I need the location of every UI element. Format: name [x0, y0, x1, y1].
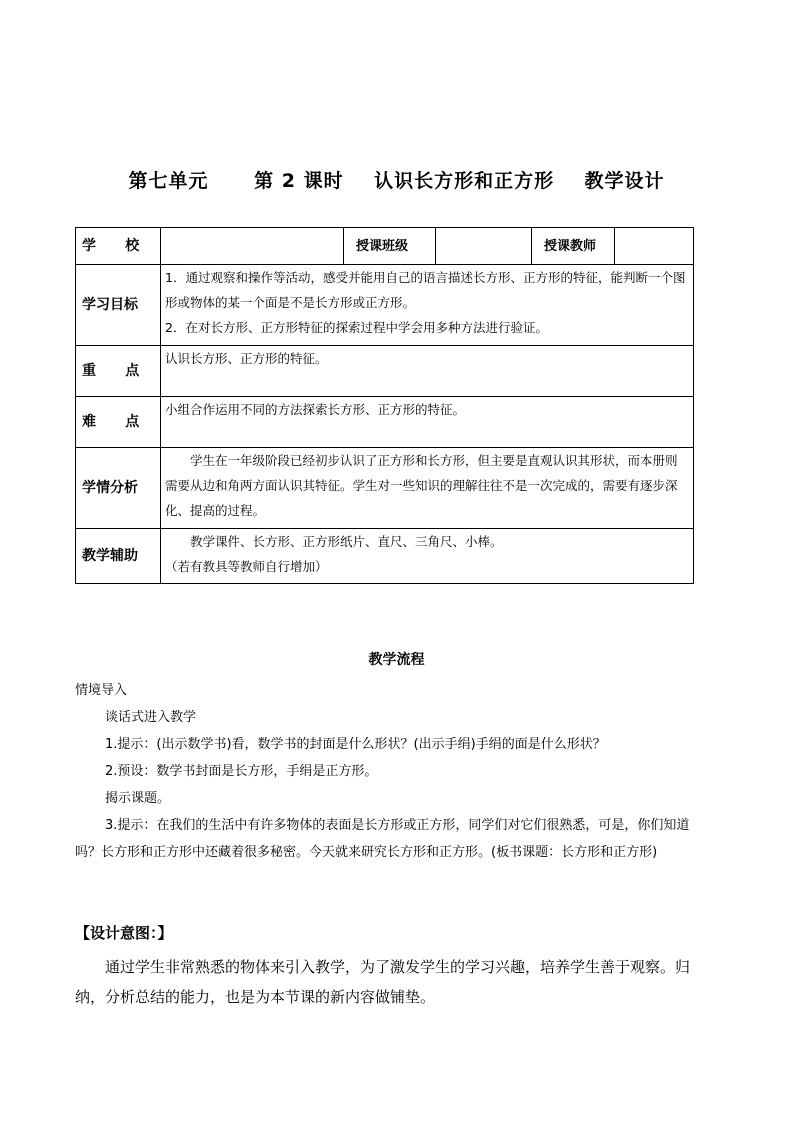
key-point-value: 认识长方形、正方形的特征。: [161, 346, 694, 397]
teacher-label: 授课教师: [532, 228, 615, 265]
table-row: [76, 529, 694, 584]
page-title: 第七单元 第 2 课时 认识长方形和正方形 教学设计: [128, 170, 665, 192]
aid-value-1: 教学课件、长方形、正方形纸片、直尺、三角尺、小棒。: [190, 534, 503, 549]
design-text: 通过学生非常熟悉的物体来引入教学，为了激发学生的学习兴趣，培养学生善于观察。归纳，分析总结的能力，也是为本节课的新内容做铺垫。: [75, 958, 691, 1006]
analysis-label: 学情分析: [76, 448, 161, 529]
design-heading: 【设计意图：】: [75, 924, 173, 942]
flow-line: 1.提示：(出示数学书)看，数学书的封面是什么形状？(出示手绢)手绢的面是什么形状？: [105, 737, 606, 752]
difficulty-label: 难 点: [76, 397, 161, 448]
goal-item-2: 2．在对长方形、正方形特征的探索过程中学会用多种方法进行验证。: [165, 320, 548, 335]
analysis-value: 学生在一年级阶段已经初步认识了正方形和长方形，但主要是直观认识其形状，而本册则需要从边和角两方面认识其特征。学生对一些知识的理解往往不是一次完成的，需要有逐步深化、提高的过程。: [165, 453, 678, 518]
table-row: [76, 228, 694, 265]
class-label: 授课班级: [344, 228, 436, 265]
school-label: 学 校: [76, 228, 161, 265]
flow-line: 揭示课题。: [105, 791, 171, 806]
table-row: [76, 448, 694, 529]
flow-line: 谈话式进入教学: [105, 710, 197, 725]
key-point-label: 重 点: [76, 346, 161, 397]
flow-section-heading: 情境导入: [75, 683, 128, 698]
table-row: [76, 397, 694, 448]
class-value: [436, 228, 532, 265]
table-row: [76, 265, 694, 346]
flow-line: 3.提示：在我们的生活中有许多物体的表面是长方形或正方形，同学们对它们很熟悉，可是，你们知道吗？长方形和正方形中还藏着很多秘密。今天就来研究长方形和正方形。(板书课题：长方形和正方形): [75, 818, 690, 860]
goal-item-1: 1．通过观察和操作等活动，感受并能用自己的语言描述长方形、正方形的特征，能判断一个图形或物体的某一个面是不是长方形或正方形。: [165, 270, 686, 310]
table-row: [76, 346, 694, 397]
teaching-flow: [75, 677, 705, 866]
flow-title: 教学流程: [368, 652, 425, 668]
school-value: [161, 228, 344, 265]
difficulty-value: 小组合作运用不同的方法探索长方形、正方形的特征。: [161, 397, 694, 448]
lesson-info-table: [75, 227, 694, 584]
goal-content: [161, 265, 694, 346]
teacher-value: [615, 228, 694, 265]
design-intent: [75, 918, 705, 1012]
flow-line: 2.预设：数学书封面是长方形，手绢是正方形。: [105, 764, 378, 779]
aid-label: 教学辅助: [76, 529, 161, 584]
analysis-content: [161, 448, 694, 529]
goal-label: 学习目标: [76, 265, 161, 346]
aid-value-2: （若有教具等教师自行增加）: [165, 559, 328, 574]
aid-content: [161, 529, 694, 584]
